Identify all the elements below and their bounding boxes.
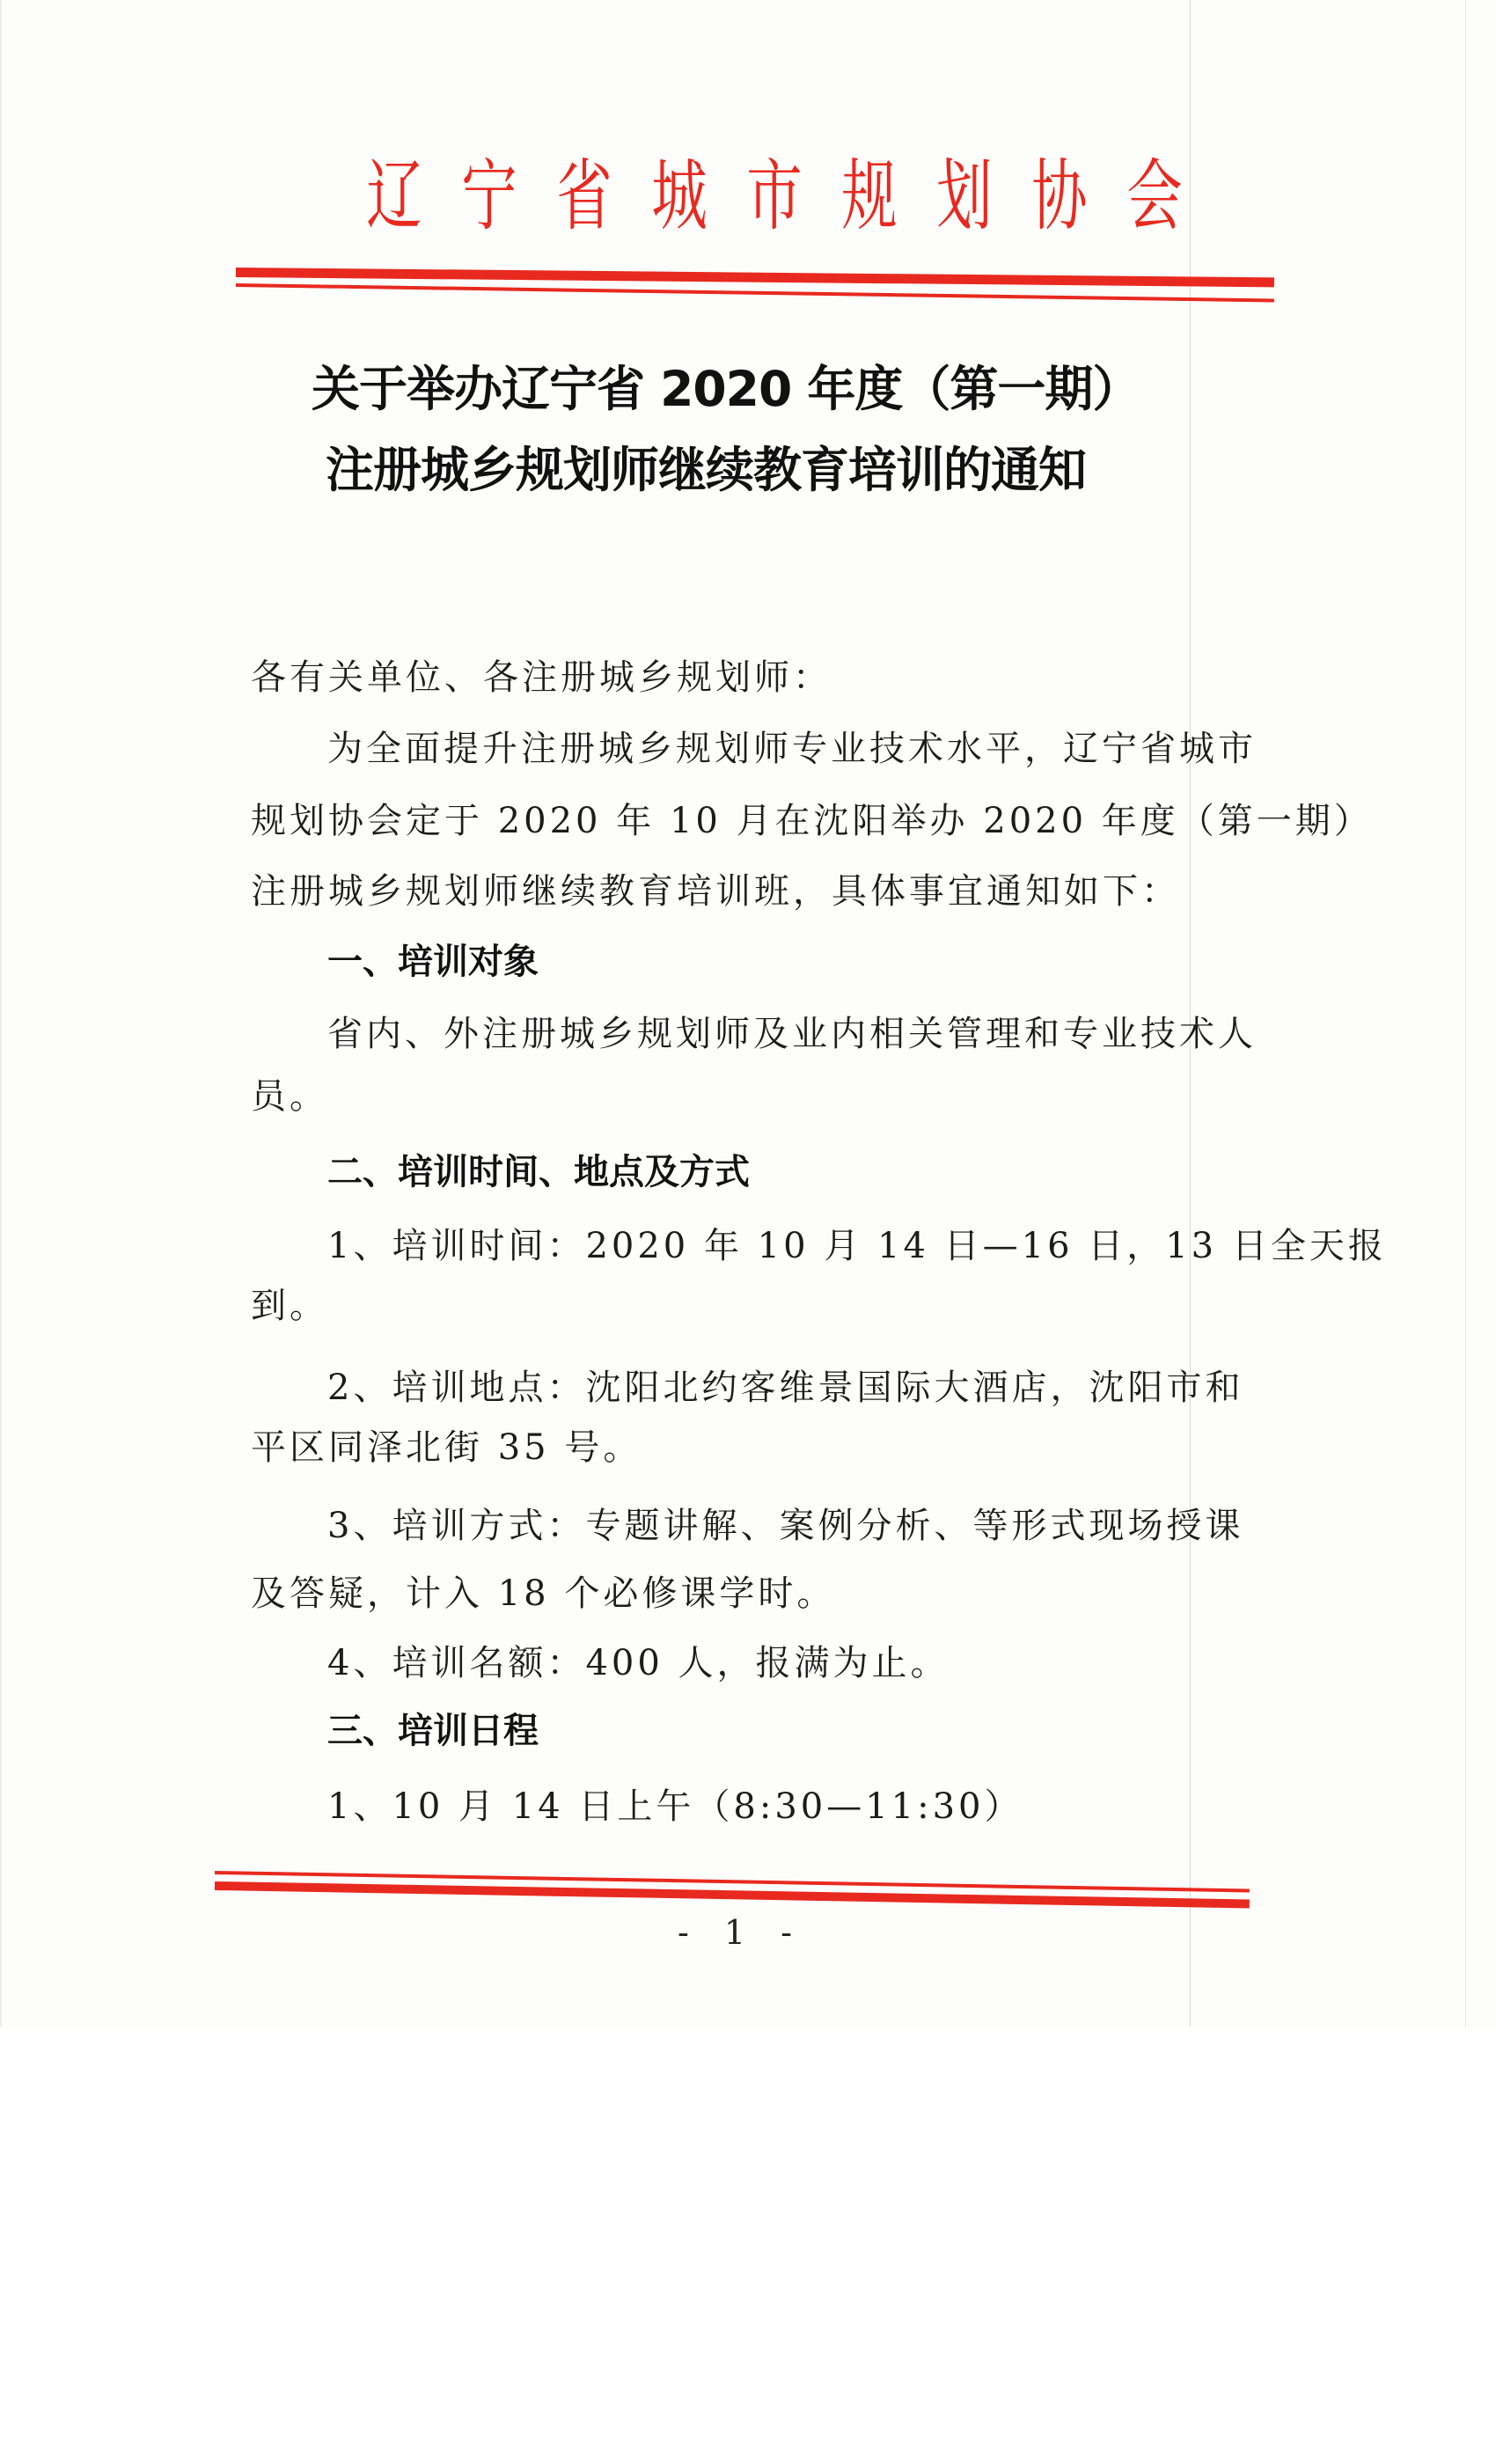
page-edge bbox=[1465, 0, 1466, 2027]
header-thick-red-rule bbox=[236, 268, 1274, 287]
letterhead-char: 协 bbox=[1031, 150, 1088, 241]
section-3-item-1: 1、10 月 14 日上午（8:30—11:30） bbox=[327, 1786, 1023, 1827]
letterhead-char: 会 bbox=[1126, 150, 1183, 241]
letterhead-char: 市 bbox=[746, 150, 803, 241]
letterhead-char: 宁 bbox=[461, 150, 517, 241]
section-2-item-2: 2、培训地点：沈阳北约客维景国际大酒店，沈阳市和 bbox=[327, 1368, 1244, 1408]
letterhead-char: 辽 bbox=[366, 150, 422, 241]
letterhead-char: 省 bbox=[556, 150, 612, 241]
section-1-line: 省内、外注册城乡规划师及业内相关管理和专业技术人 bbox=[327, 1014, 1257, 1054]
page-number-text: - 1 - bbox=[677, 1913, 804, 1952]
section-2-item-3-cont: 及答疑，计入 18 个必修课学时。 bbox=[251, 1573, 836, 1614]
letterhead-char: 划 bbox=[936, 150, 993, 241]
section-heading-3: 三、培训日程 bbox=[327, 1711, 539, 1751]
section-2-item-2-cont: 平区同泽北街 35 号。 bbox=[251, 1427, 642, 1468]
header-thin-red-rule bbox=[236, 283, 1274, 303]
document-title-line-2: 注册城乡规划师继续教育培训的通知 bbox=[326, 442, 1087, 498]
salutation: 各有关单位、各注册城乡规划师： bbox=[251, 657, 832, 698]
section-2-item-4: 4、培训名额：400 人，报满为止。 bbox=[327, 1643, 950, 1683]
letterhead-char: 城 bbox=[651, 150, 708, 241]
intro-line: 注册城乡规划师继续教育培训班，具体事宜通知如下： bbox=[251, 871, 1180, 912]
section-2-item-3: 3、培训方式：专题讲解、案例分析、等形式现场授课 bbox=[327, 1506, 1244, 1546]
section-2-item-1-cont: 到。 bbox=[251, 1286, 328, 1326]
document-title-line-1: 关于举办辽宁省 2020 年度（第一期） bbox=[312, 361, 1140, 417]
page-number bbox=[2, 1911, 1496, 1954]
section-1-line: 员。 bbox=[251, 1076, 328, 1117]
letterhead-char: 规 bbox=[841, 150, 898, 241]
section-heading-2: 二、培训时间、地点及方式 bbox=[327, 1152, 750, 1192]
section-heading-1: 一、培训对象 bbox=[327, 942, 539, 982]
intro-line: 规划协会定于 2020 年 10 月在沈阳举办 2020 年度（第一期） bbox=[251, 801, 1373, 841]
intro-line: 为全面提升注册城乡规划师专业技术水平，辽宁省城市 bbox=[327, 729, 1257, 769]
section-2-item-1: 1、培训时间：2020 年 10 月 14 日—16 日，13 日全天报 bbox=[327, 1226, 1387, 1266]
letterhead-organization-name bbox=[358, 148, 1183, 245]
